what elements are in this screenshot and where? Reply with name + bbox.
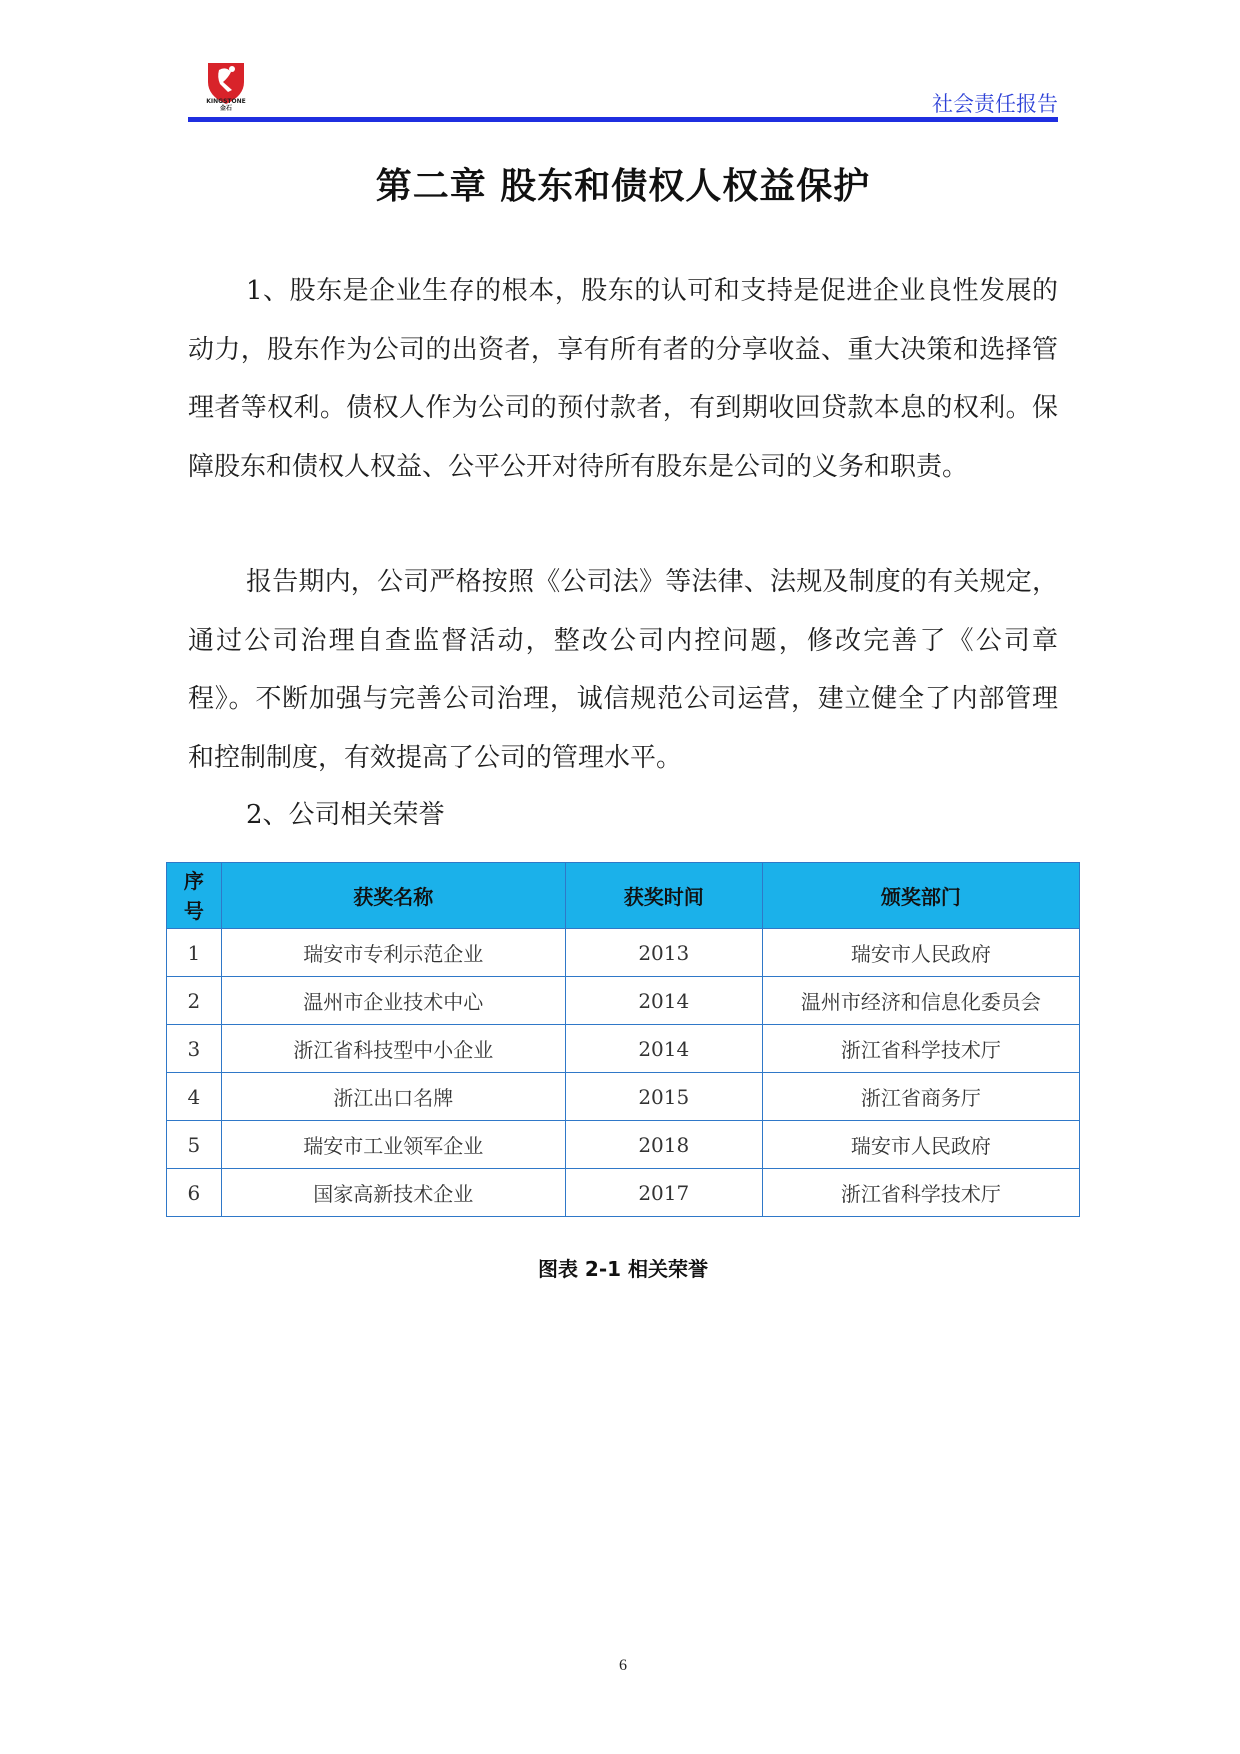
cell-award-year: 2013: [565, 929, 762, 977]
cell-award-year: 2018: [565, 1121, 762, 1169]
cell-award-name: 瑞安市工业领军企业: [221, 1121, 565, 1169]
logo-text: [188, 98, 264, 112]
column-header-award-year: 获奖时间: [565, 863, 762, 929]
table-caption: 图表 2-1 相关荣誉: [537, 1257, 709, 1281]
honors-table: [166, 862, 1080, 1217]
column-header-no: [167, 863, 222, 929]
paragraph-shareholders: 1、股东是企业生存的根本，股东的认可和支持是促进企业良性发展的动力，股东作为公司的出资者，享有所有者的分享收益、重大决策和选择管理者等权利。债权人作为公司的预付款者，有到期收回贷款本息的权利。保障股东和债权人权益、公平公开对待所有股东是公司的义务和职责。: [188, 276, 1058, 482]
cell-award-year: 2015: [565, 1073, 762, 1121]
column-header-award-name: 获奖名称: [221, 863, 565, 929]
table-row: [167, 1121, 1080, 1169]
cell-award-name: 浙江出口名牌: [221, 1073, 565, 1121]
cell-award-dept: 瑞安市人民政府: [762, 929, 1079, 977]
cell-no: 4: [167, 1073, 222, 1121]
cell-no: 3: [167, 1025, 222, 1073]
cell-no: 5: [167, 1121, 222, 1169]
cell-award-dept: 浙江省商务厅: [762, 1073, 1079, 1121]
chapter-title: 第二章 股东和债权人权益保护: [375, 166, 871, 207]
table-row: [167, 1073, 1080, 1121]
section-heading-honors: 2、公司相关荣誉: [246, 800, 445, 830]
cell-award-name: 浙江省科技型中小企业: [221, 1025, 565, 1073]
cell-award-year: 2014: [565, 977, 762, 1025]
logo-text-en: KINGSTONE: [206, 98, 246, 105]
table-row: [167, 977, 1080, 1025]
paragraph-governance: 报告期内，公司严格按照《公司法》等法律、法规及制度的有关规定，通过公司治理自查监督活动，整改公司内控问题，修改完善了《公司章程》。不断加强与完善公司治理，诚信规范公司运营，建立健全了内部管理和控制制度，有效提高了公司的管理水平。: [188, 567, 1058, 773]
table-row: [167, 929, 1080, 977]
column-header-award-dept: 颁奖部门: [762, 863, 1079, 929]
page-header: [188, 60, 1058, 122]
table-row: [167, 1169, 1080, 1217]
logo-text-cn: 金石: [219, 105, 232, 112]
cell-award-name: 瑞安市专利示范企业: [221, 929, 565, 977]
cell-no: 6: [167, 1169, 222, 1217]
cell-award-name: 国家高新技术企业: [221, 1169, 565, 1217]
header-divider: [188, 117, 1058, 122]
cell-award-dept: 浙江省科学技术厅: [762, 1169, 1079, 1217]
cell-award-year: 2017: [565, 1169, 762, 1217]
column-header-no-line2: 号: [183, 898, 204, 923]
cell-award-dept: 温州市经济和信息化委员会: [762, 977, 1079, 1025]
cell-no: 2: [167, 977, 222, 1025]
cell-no: 1: [167, 929, 222, 977]
cell-award-dept: 瑞安市人民政府: [762, 1121, 1079, 1169]
report-title: 社会责任报告: [932, 92, 1058, 116]
cell-award-name: 温州市企业技术中心: [221, 977, 565, 1025]
cell-award-dept: 浙江省科学技术厅: [762, 1025, 1079, 1073]
page-number: 6: [619, 1657, 627, 1674]
cell-award-year: 2014: [565, 1025, 762, 1073]
table-row: [167, 1025, 1080, 1073]
column-header-no-line1: 序: [183, 868, 204, 893]
table-header-row: [167, 863, 1080, 929]
